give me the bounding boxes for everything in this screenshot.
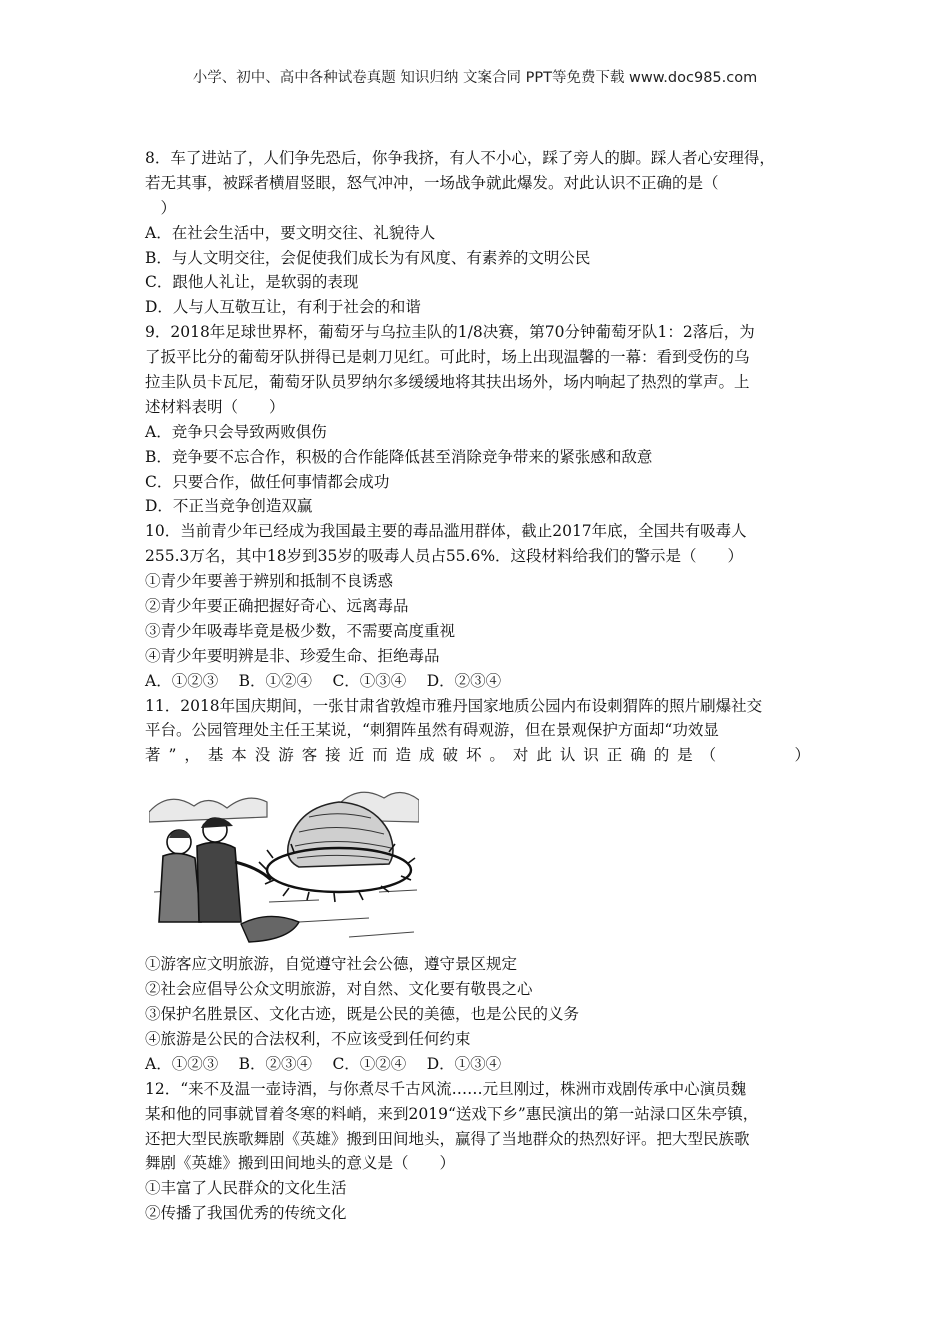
question-8-option-c: C．跟他人礼让，是软弱的表现: [145, 273, 359, 292]
question-11: [145, 694, 810, 1077]
question-12-item-1: ①丰富了人民群众的文化生活: [145, 1179, 347, 1198]
question-10-item-2: ②青少年要正确把握好奇心、远离毒品: [145, 597, 409, 616]
question-8-option-d: D．人与人互敬互让，有利于社会的和谐: [145, 298, 421, 317]
question-11-stem-line: 11．2018年国庆期间，一张甘肃省敦煌市雅丹国家地质公园内布设刺猬阵的照片刷爆社交: [145, 696, 763, 715]
question-10-item-4: ④青少年要明辨是非、珍爱生命、拒绝毒品: [145, 646, 440, 665]
document-body: [145, 146, 810, 1226]
question-11-stem-line: 平台。公园管理处主任王某说，“刺猬阵虽然有碍观游，但在景观保护方面却“功效显: [145, 721, 719, 740]
question-9-stem-line: 了扳平比分的葡萄牙队拼得已是刺刀见红。可此时，场上出现温馨的一幕：看到受伤的乌: [145, 348, 750, 367]
question-9-option-c: C．只要合作，做任何事情都会成功: [145, 472, 390, 491]
question-12-stem-line: 某和他的同事就冒着冬寒的料峭，来到2019“送戏下乡”惠民演出的第一站渌口区朱亭镇，: [145, 1104, 759, 1123]
question-12-stem-line: 还把大型民族歌舞剧《英雄》搬到田间地头，赢得了当地群众的热烈好评。把大型民族歌: [145, 1129, 750, 1148]
question-10-stem-line: 10．当前青少年已经成为我国最主要的毒品滥用群体，截止2017年底，全国共有吸毒人: [145, 522, 747, 541]
question-12-item-2: ②传播了我国优秀的传统文化: [145, 1204, 347, 1223]
question-9-option-d: D．不正当竞争创造双赢: [145, 497, 313, 516]
question-10-item-3: ③青少年吸毒毕竟是极少数，不需要高度重视: [145, 621, 456, 640]
question-9: [145, 320, 810, 519]
question-10-item-1: ①青少年要善于辨别和抵制不良诱惑: [145, 572, 394, 591]
question-8-option-b: B．与人文明交往，会促使我们成长为有风度、有素养的文明公民: [145, 248, 591, 267]
question-12: [145, 1077, 810, 1226]
question-10-stem-line: 255.3万名，其中18岁到35岁的吸毒人员占55.6%．这段材料给我们的警示是（ ）: [145, 547, 744, 566]
page-header: 小学、初中、高中各种试卷真题 知识归纳 文案合同 PPT等免费下载 www.doc985.com: [192, 70, 758, 86]
question-11-answer-options: A．①②③ B．②③④ C．①②④ D．①③④: [145, 1054, 502, 1073]
question-9-stem-line: 述材料表明（ ）: [145, 397, 285, 416]
question-11-item-2: ②社会应倡导公众文明旅游，对自然、文化要有敬畏之心: [145, 980, 533, 999]
question-12-stem-line: 12．“来不及温一壶诗酒，与你煮尽千古风流……元旦刚过，株洲市戏剧传承中心演员魏: [145, 1079, 747, 1098]
question-11-item-4: ④旅游是公民的合法权利，不应该受到任何约束: [145, 1029, 471, 1048]
question-8-stem-line: 8．车了进站了，人们争先恐后，你争我挤，有人不小心，踩了旁人的脚。踩人者心安理得，: [145, 149, 775, 167]
question-8-option-a: A．在社会生活中，要文明交往、礼貌待人: [145, 223, 436, 242]
question-9-stem-line: 拉圭队员卡瓦尼，葡萄牙队员罗纳尔多缓缓地将其扶出场外，场内响起了热烈的掌声。上: [145, 373, 750, 392]
question-9-stem-line: 9．2018年足球世界杯，葡萄牙与乌拉圭队的1/8决赛，第70分钟葡萄牙队1：2落后，为: [145, 323, 755, 342]
question-11-item-1: ①游客应文明旅游，自觉遵守社会公德，遵守景区规定: [145, 955, 518, 974]
question-11-stem-line: 著”，基本没游客接近而造成破坏。对此认识正确的是（ ）: [145, 746, 810, 765]
question-10: [145, 519, 810, 693]
question-10-answer-options: A．①②③ B．①②④ C．①③④ D．②③④: [145, 671, 502, 690]
hedgehog-formation-illustration: [149, 772, 419, 948]
question-9-option-b: B．竞争要不忘合作，积极的合作能降低甚至消除竞争带来的紧张感和敌意: [145, 447, 653, 466]
question-8: [145, 146, 810, 320]
question-8-stem-line: 若无其事，被踩者横眉竖眼，怒气冲冲，一场战争就此爆发。对此认识不正确的是（: [145, 173, 719, 192]
question-9-option-a: A．竞争只会导致两败俱伤: [145, 422, 327, 441]
question-11-item-3: ③保护名胜景区、文化古迹，既是公民的美德，也是公民的义务: [145, 1005, 580, 1024]
question-8-stem-line: ）: [145, 198, 177, 217]
question-12-stem-line: 舞剧《英雄》搬到田间地头的意义是（ ）: [145, 1154, 456, 1173]
